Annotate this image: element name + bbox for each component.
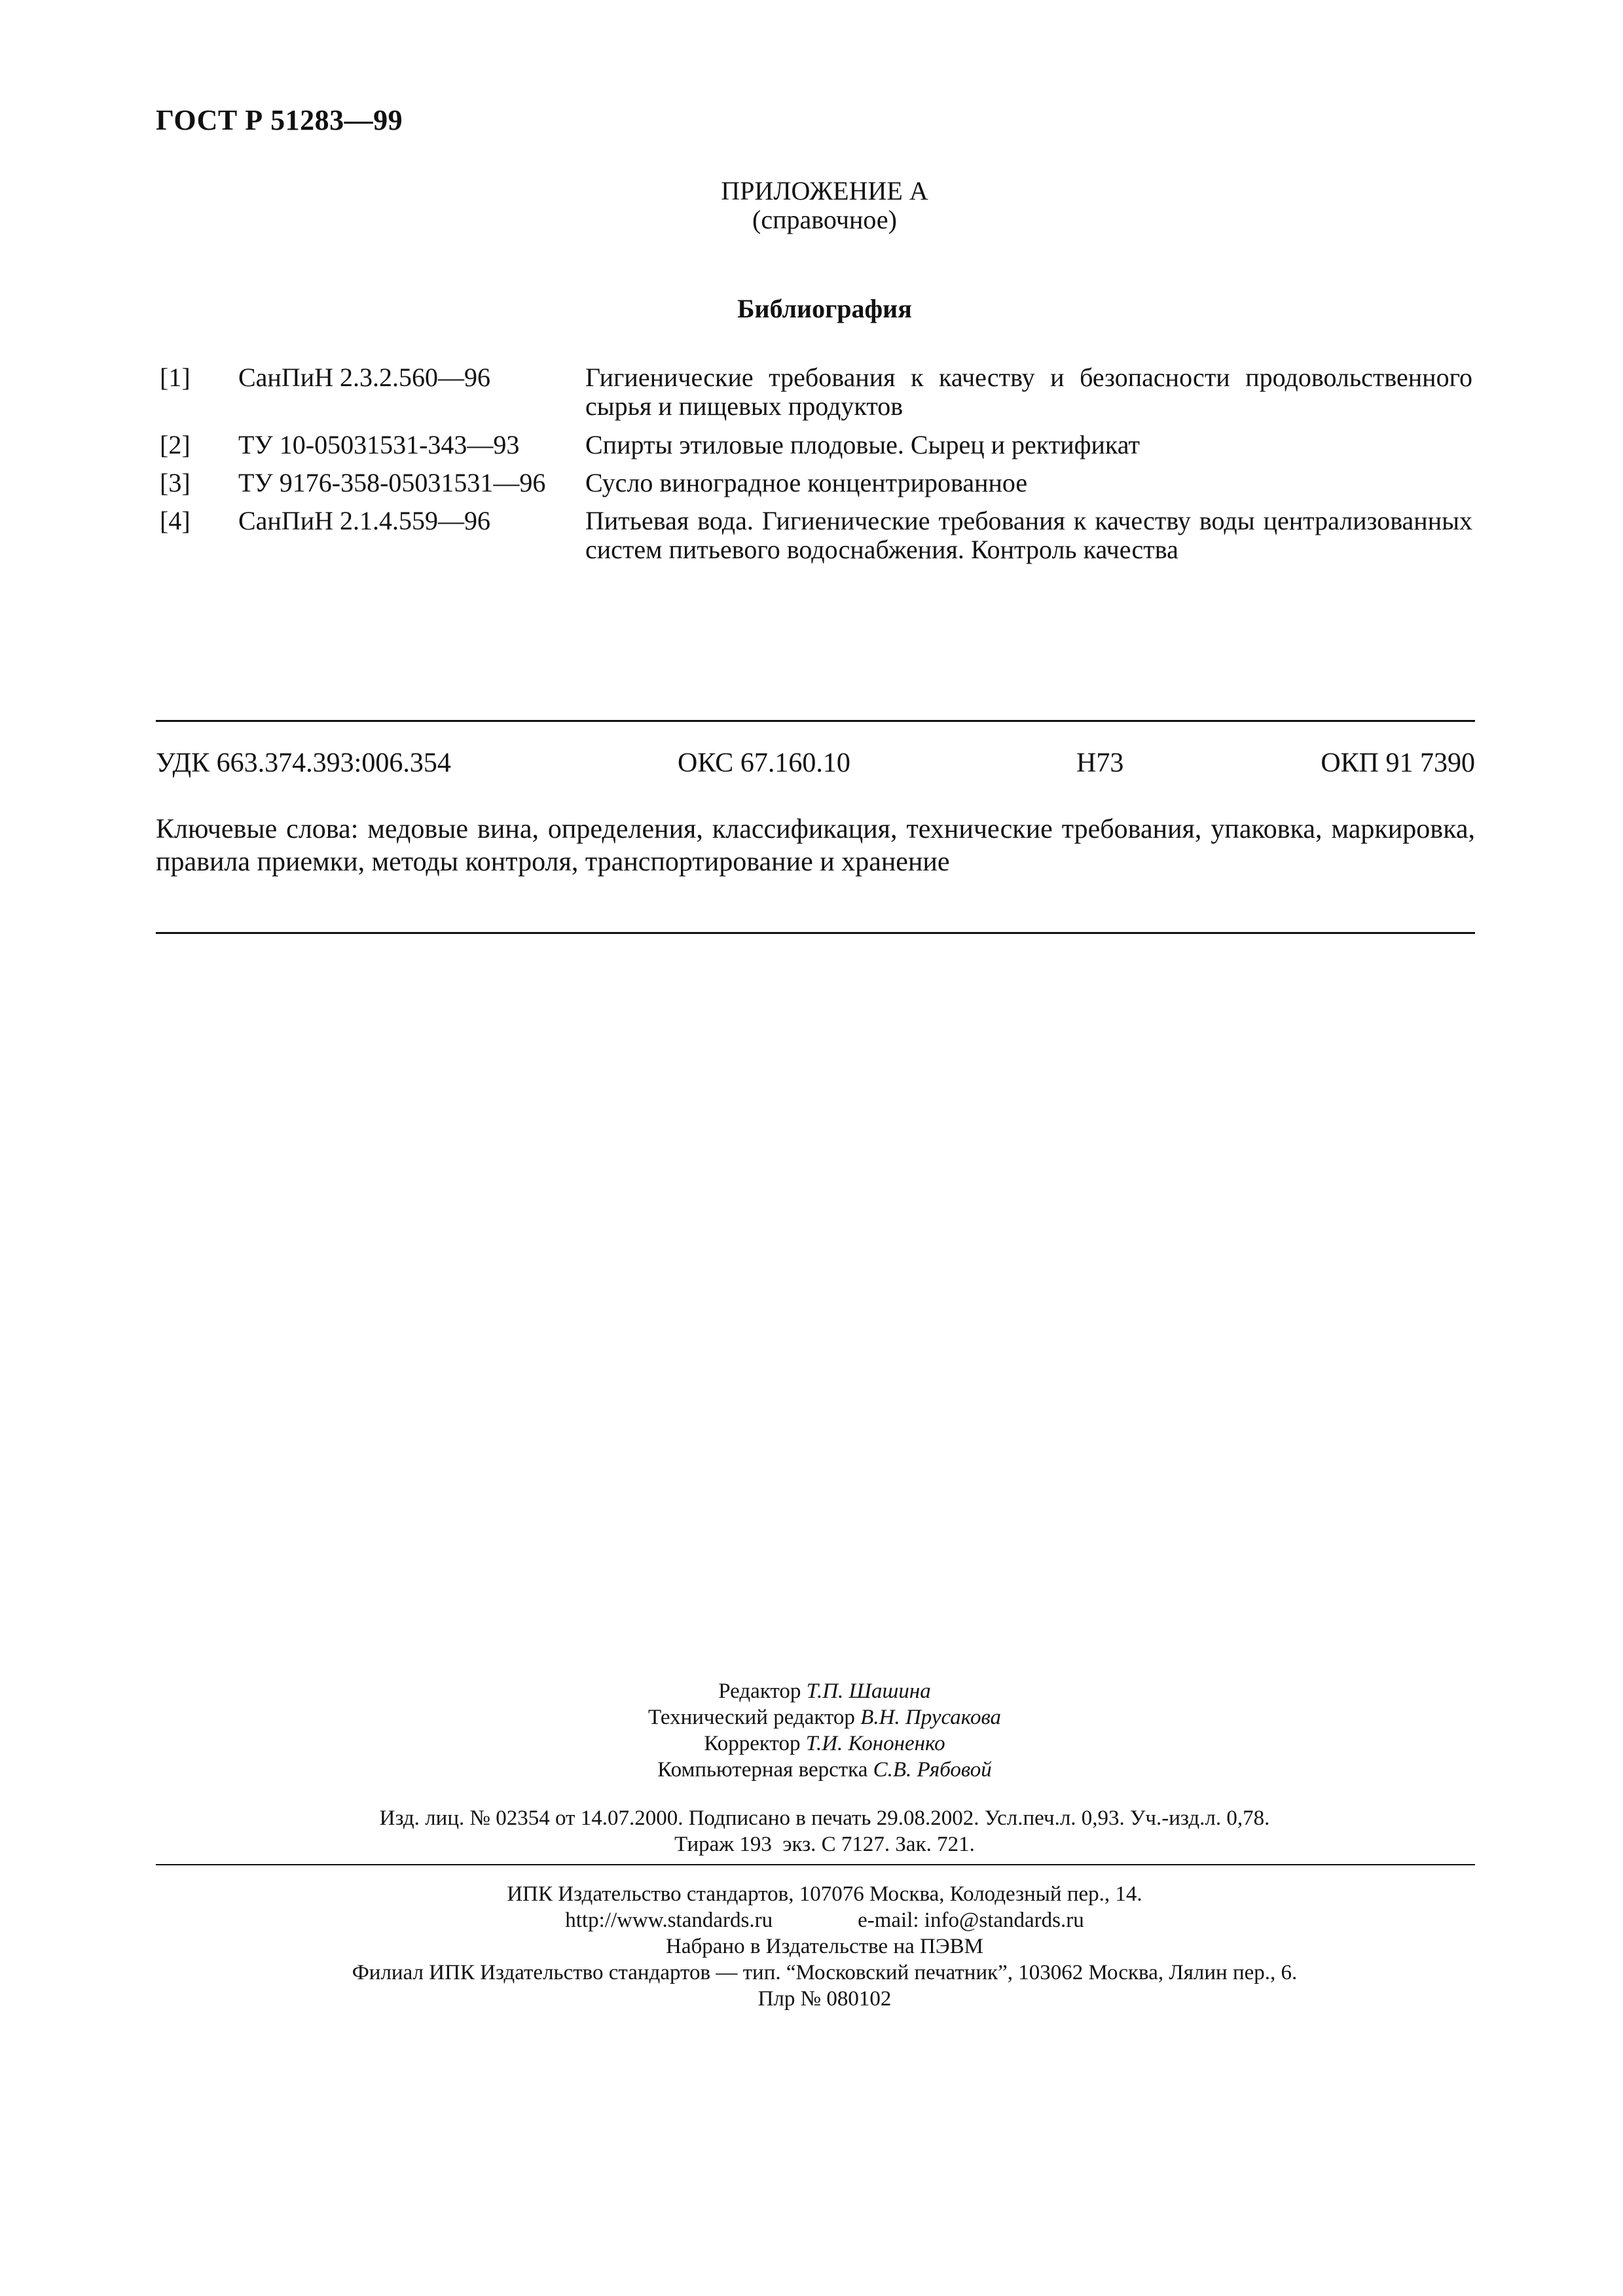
publisher-block — [0, 1881, 1623, 2012]
entry-number: [4] — [160, 506, 191, 535]
publisher-email: e-mail: info@standards.ru — [858, 1909, 1084, 1932]
entry-number: [3] — [160, 468, 191, 497]
keywords: Ключевые слова: медовые вина, определения, классификация, технические требования, упаковка, маркировка, правила приемки, методы контроля, транспортирование и хранение — [156, 814, 1475, 877]
publisher-website: http://www.standards.ru — [565, 1909, 773, 1932]
separator-rule — [156, 1864, 1475, 1865]
imprint-line: Изд. лиц. № 02354 от 14.07.2000. Подписано в печать 29.08.2002. Усл.печ.л. 0,93. Уч.-изд.л. 0,78. — [379, 1806, 1270, 1830]
credit-tech-editor: Технический редактор В.Н. Прусакова — [647, 1706, 1002, 1729]
document-code: ГОСТ Р 51283—99 — [156, 104, 403, 136]
entry-number: [2] — [160, 430, 191, 459]
entry-title: Гигиенические требования к качеству и безопасности продовольственного сырья и пищевых продуктов — [585, 363, 1472, 421]
publisher-license: Плр № 080102 — [757, 1987, 892, 2011]
credit-layout: Компьютерная верстка С.В. Рябовой — [657, 1758, 992, 1782]
entry-code: ТУ 9176-358-05031531—96 — [238, 468, 546, 497]
udk-code: УДК 663.374.393:006.354 — [156, 748, 451, 778]
appendix-subtitle: (справочное) — [752, 205, 897, 234]
imprint-line: Тираж 193 экз. С 7127. Зак. 721. — [674, 1833, 975, 1856]
appendix-title: ПРИЛОЖЕНИЕ А — [721, 176, 928, 206]
entry-code: СанПиН 2.1.4.559—96 — [238, 506, 491, 535]
entry-code: СанПиН 2.3.2.560—96 — [238, 363, 491, 392]
publisher-typeset: Набрано в Издательстве на ПЭВМ — [666, 1935, 983, 1958]
entry-number: [1] — [160, 363, 191, 392]
entry-title: Питьевая вода. Гигиенические требования к качеству воды централизованных систем питьевого водоснабжения. Контроль качества — [585, 506, 1472, 564]
publisher-branch: Филиал ИПК Издательство стандартов — тип. “Московский печатник”, 103062 Москва, Лялин пер., 6. — [352, 1961, 1298, 1984]
entry-title: Сусло виноградное концентрированное — [585, 468, 1028, 497]
credit-corrector: Корректор Т.И. Кононенко — [704, 1732, 945, 1755]
credits-block — [0, 1678, 1623, 1783]
entry-title: Спирты этиловые плодовые. Сырец и ректификат — [585, 430, 1140, 459]
credit-editor: Редактор Т.П. Шашина — [718, 1679, 931, 1703]
imprint-block — [0, 1805, 1623, 1857]
separator-rule — [156, 720, 1475, 722]
separator-rule — [156, 932, 1475, 934]
oks-code: ОКС 67.160.10 — [678, 748, 850, 778]
bibliography-heading: Библиография — [737, 294, 912, 323]
entry-code: ТУ 10-05031531-343—93 — [238, 430, 520, 459]
publisher-address: ИПК Издательство стандартов, 107076 Москва, Колодезный пер., 14. — [507, 1882, 1142, 1906]
group-code: Н73 — [1076, 748, 1124, 778]
okp-code: ОКП 91 7390 — [1321, 748, 1475, 778]
publisher-contacts — [26, 1907, 1623, 1933]
